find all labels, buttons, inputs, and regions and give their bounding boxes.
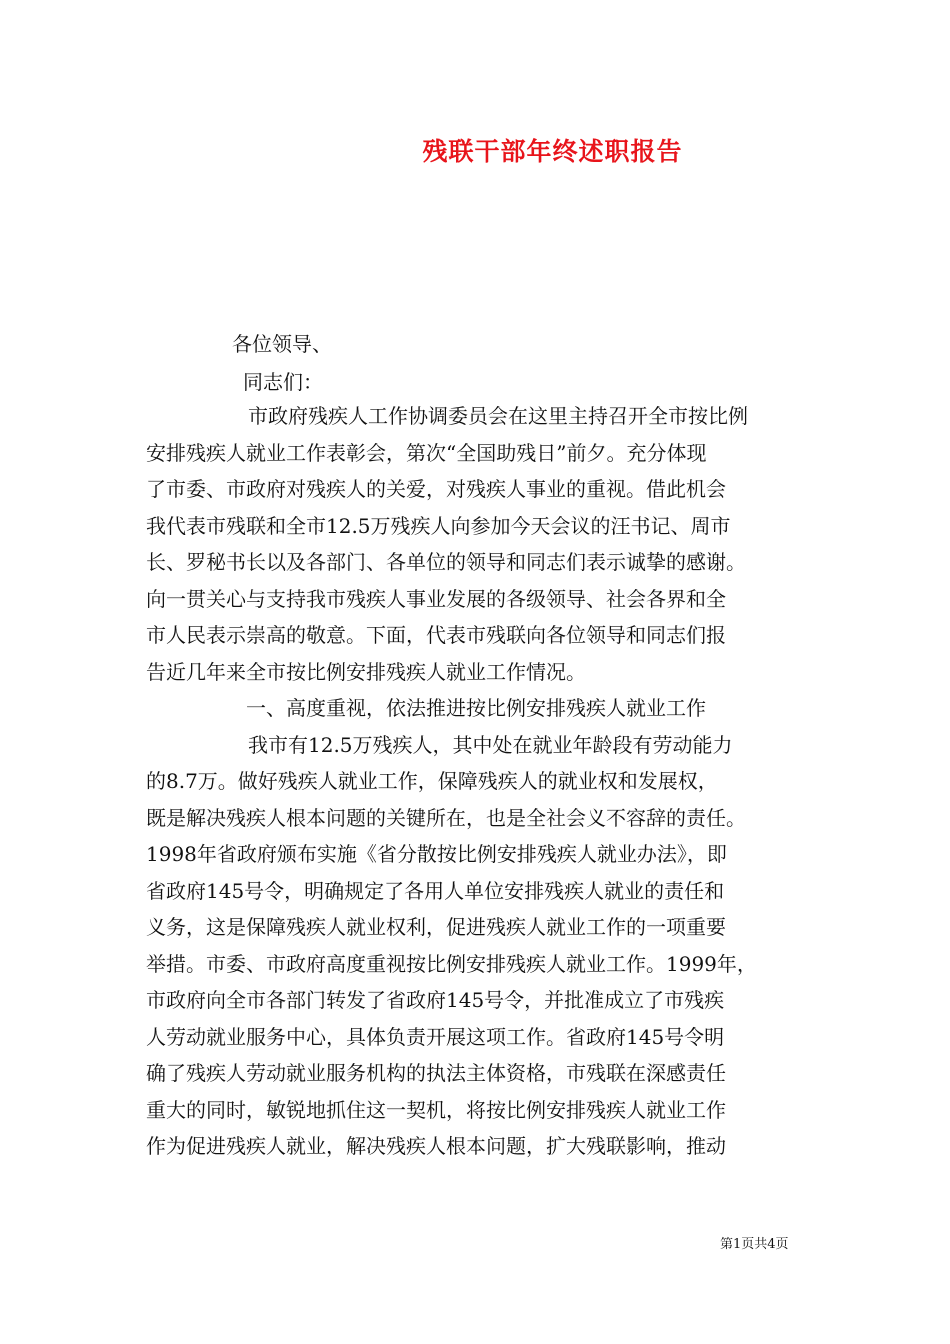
paragraph-2-line: 既是解决残疾人根本问题的关键所在，也是全社会义不容辞的责任。 [146, 805, 746, 830]
paragraph-1-line: 告近几年来全市按比例安排残疾人就业工作情况。 [146, 659, 586, 684]
paragraph-2-line: 的8.7万。做好残疾人就业工作，保障残疾人的就业权和发展权， [146, 769, 718, 793]
page-number-footer: 第1页共4页 [720, 1237, 789, 1252]
paragraph-1-line: 长、罗秘书长以及各部门、各单位的领导和同志们表示诚挚的感谢。 [146, 550, 746, 574]
paragraph-2-line: 义务，这是保障残疾人就业权利，促进残疾人就业工作的一项重要 [146, 915, 726, 939]
paragraph-2-line: 人劳动就业服务中心，具体负责开展这项工作。省政府145号令明 [146, 1024, 725, 1049]
document-title: 残联干部年终述职报告 [422, 137, 683, 166]
paragraph-1-line: 了市委、市政府对残疾人的关爱，对残疾人事业的重视。借此机会 [146, 477, 726, 501]
paragraph-1-line: 安排残疾人就业工作表彰会，第次“全国助残日”前夕。充分体现 [146, 440, 707, 465]
paragraph-2-line: 1998年省政府颁布实施《省分散按比例安排残疾人就业办法》，即 [146, 842, 727, 866]
salutation-leaders: 各位领导、 [232, 332, 332, 356]
paragraph-2-line: 确了残疾人劳动就业服务机构的执法主体资格，市残联在深感责任 [146, 1061, 726, 1085]
salutation-comrades: 同志们： [243, 370, 323, 394]
paragraph-1-line: 市政府残疾人工作协调委员会在这里主持召开全市按比例 [248, 404, 748, 428]
section-heading-1: 一、高度重视，依法推进按比例安排残疾人就业工作 [246, 696, 706, 720]
paragraph-2-line: 举措。市委、市政府高度重视按比例安排残疾人就业工作。1999年， [146, 951, 757, 976]
paragraph-2-line: 市政府向全市各部门转发了省政府145号令，并批准成立了市残疾 [146, 988, 725, 1012]
paragraph-1-line: 我代表市残联和全市12.5万残疾人向参加今天会议的汪书记、周市 [146, 513, 731, 538]
paragraph-2-line: 作为促进残疾人就业，解决残疾人根本问题，扩大残联影响，推动 [146, 1134, 726, 1158]
paragraph-1-line: 向一贯关心与支持我市残疾人事业发展的各级领导、社会各界和全 [146, 586, 726, 611]
paragraph-2-line: 我市有12.5万残疾人，其中处在就业年龄段有劳动能力 [248, 732, 733, 757]
paragraph-2-line: 重大的同时，敏锐地抓住这一契机，将按比例安排残疾人就业工作 [146, 1097, 726, 1122]
paragraph-2-line: 省政府145号令，明确规定了各用人单位安排残疾人就业的责任和 [146, 878, 725, 903]
document-body [146, 398, 826, 1165]
paragraph-1-line: 市人民表示崇高的敬意。下面，代表市残联向各位领导和同志们报 [146, 623, 726, 647]
